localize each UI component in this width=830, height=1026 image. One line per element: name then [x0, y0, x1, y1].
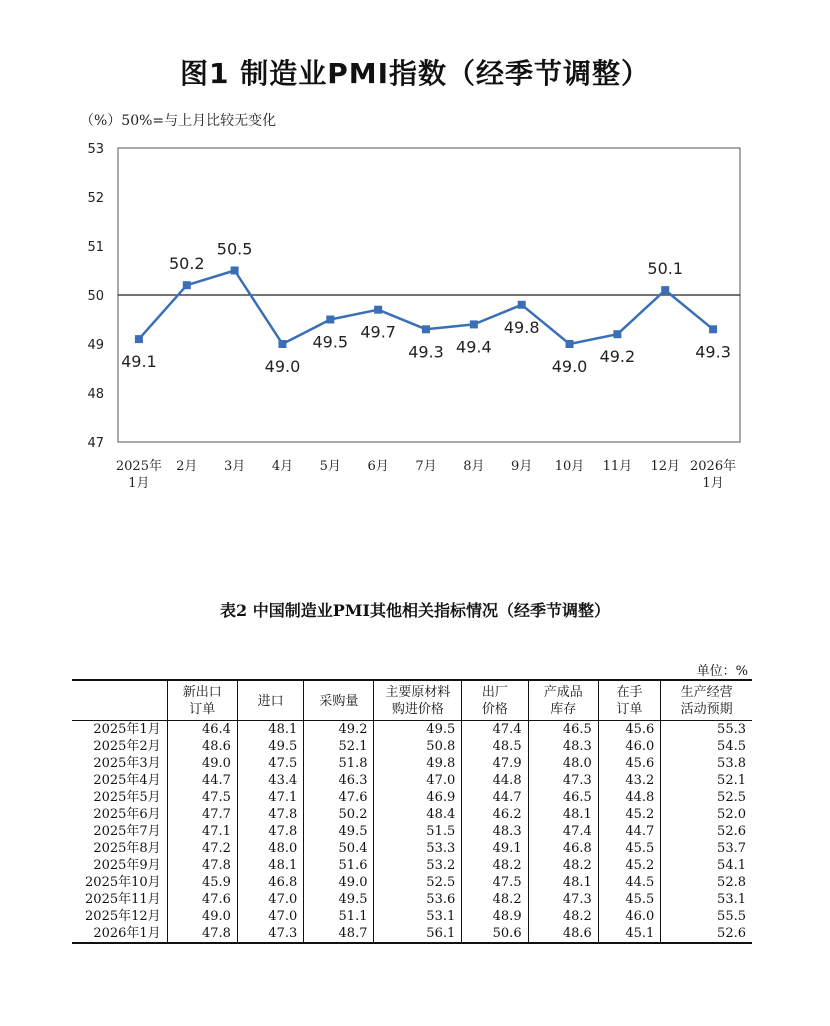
data-point	[709, 325, 717, 333]
table-row	[72, 908, 752, 925]
data-point	[470, 320, 478, 328]
x-tick-label: 2025年 1月	[115, 459, 162, 491]
row-month-cell: 2025年2月	[93, 739, 161, 754]
table-cell: 49.2	[304, 721, 374, 739]
table-cell: 55.5	[661, 908, 752, 925]
table-cell: 49.0	[167, 908, 237, 925]
data-label: 49.0	[264, 357, 301, 376]
row-month-cell: 2025年7月	[93, 824, 161, 839]
table-cell: 45.6	[598, 721, 660, 739]
y-tick-label: 49	[87, 338, 104, 353]
table-cell: 46.3	[304, 772, 374, 789]
table-cell: 44.8	[598, 789, 660, 806]
table-cell: 47.3	[237, 925, 303, 943]
table-cell: 49.0	[167, 755, 237, 772]
y-tick-label: 48	[87, 387, 104, 402]
table-cell: 47.0	[237, 891, 303, 908]
x-tick-label: 11月	[602, 459, 633, 474]
table-cell: 46.0	[598, 908, 660, 925]
y-tick-label: 47	[87, 436, 104, 451]
table-cell: 51.6	[304, 857, 374, 874]
data-point	[613, 330, 621, 338]
table-cell: 47.8	[237, 823, 303, 840]
data-label: 49.4	[456, 337, 492, 357]
table-cell: 48.1	[528, 874, 598, 891]
y-tick-label: 53	[87, 142, 104, 157]
table-cell: 47.4	[528, 823, 598, 840]
data-label: 49.3	[408, 342, 444, 362]
data-point	[661, 286, 669, 294]
table-cell: 49.5	[374, 721, 462, 739]
x-tick-label: 12月	[650, 459, 681, 474]
table-cell: 47.5	[167, 789, 237, 806]
table-cell: 48.5	[462, 738, 528, 755]
table-cell: 53.2	[374, 857, 462, 874]
table-cell: 53.6	[374, 891, 462, 908]
table-cell: 50.6	[462, 925, 528, 943]
data-label: 49.8	[503, 317, 540, 337]
table-cell: 51.8	[304, 755, 374, 772]
row-month-cell: 2025年10月	[85, 875, 161, 890]
table-cell: 48.6	[167, 738, 237, 755]
table-header-cell: 产成品 库存	[528, 680, 598, 721]
table-cell: 47.0	[374, 772, 462, 789]
data-label: 49.3	[695, 342, 731, 362]
table-cell: 48.2	[528, 857, 598, 874]
chart-title: 图1 制造业PMI指数（经季节调整）	[179, 57, 651, 90]
table-cell: 43.2	[598, 772, 660, 789]
table-cell: 47.6	[304, 789, 374, 806]
table-title: 表2 中国制造业PMI其他相关指标情况（经季节调整）	[220, 601, 610, 620]
data-label: 50.1	[647, 259, 684, 279]
data-point	[183, 281, 191, 289]
table-cell: 47.4	[462, 721, 528, 739]
table-row	[72, 925, 752, 943]
table-cell: 48.0	[237, 840, 303, 857]
table-header-cell: 生产经营 活动预期	[661, 680, 752, 721]
table-cell: 47.3	[528, 891, 598, 908]
row-month-cell: 2025年9月	[93, 858, 161, 873]
table-cell: 49.5	[237, 738, 303, 755]
row-month-cell: 2025年12月	[85, 909, 161, 924]
table-cell: 46.2	[462, 806, 528, 823]
pmi-indicators-table	[72, 679, 752, 944]
x-tick-label: 7月	[415, 459, 437, 474]
x-tick-label: 2026年 1月	[690, 459, 737, 491]
table-row	[72, 755, 752, 772]
data-label: 49.0	[551, 357, 588, 376]
table-cell: 47.0	[237, 908, 303, 925]
table-cell: 48.1	[528, 806, 598, 823]
table-header-row	[72, 680, 752, 721]
table-row	[72, 789, 752, 806]
table-cell: 52.6	[661, 823, 752, 840]
table-cell: 52.5	[661, 789, 752, 806]
table-cell: 46.0	[598, 738, 660, 755]
data-point	[135, 335, 143, 343]
data-point	[422, 325, 430, 333]
table-cell: 48.3	[528, 738, 598, 755]
data-label: 50.5	[216, 239, 253, 259]
table-cell: 44.8	[462, 772, 528, 789]
table-row	[72, 806, 752, 823]
table-cell: 52.6	[661, 925, 752, 943]
table-cell: 52.1	[661, 772, 752, 789]
row-month-cell: 2025年11月	[85, 892, 161, 907]
table-header-cell: 新出口 订单	[167, 680, 237, 721]
table-cell: 47.8	[167, 857, 237, 874]
data-point	[231, 267, 239, 275]
row-month-cell: 2025年1月	[93, 722, 161, 737]
table-cell: 52.8	[661, 874, 752, 891]
table-cell: 53.1	[374, 908, 462, 925]
table-header-cell: 出厂 价格	[462, 680, 528, 721]
x-tick-label: 8月	[463, 459, 485, 474]
data-point	[278, 340, 286, 348]
table-cell: 43.4	[237, 772, 303, 789]
table-cell: 48.2	[462, 891, 528, 908]
table-cell: 46.5	[528, 721, 598, 739]
row-month-cell: 2025年8月	[93, 841, 161, 856]
row-month-cell: 2026年1月	[72, 925, 167, 943]
table-body	[72, 721, 752, 944]
table-cell: 53.3	[374, 840, 462, 857]
table-cell: 52.1	[304, 738, 374, 755]
table-cell: 44.7	[167, 772, 237, 789]
table-cell: 49.5	[304, 891, 374, 908]
table-cell: 49.1	[462, 840, 528, 857]
table-cell: 50.2	[304, 806, 374, 823]
table-row	[72, 823, 752, 840]
data-label: 49.1	[121, 352, 157, 372]
table-cell: 46.9	[374, 789, 462, 806]
table-row	[72, 840, 752, 857]
table-cell: 47.9	[462, 755, 528, 772]
table-cell: 45.5	[598, 840, 660, 857]
table-cell: 50.4	[304, 840, 374, 857]
table-cell: 46.4	[167, 721, 237, 739]
table-cell: 53.8	[661, 755, 752, 772]
x-tick-label: 4月	[271, 459, 294, 474]
x-tick-label: 2月	[176, 459, 198, 474]
table-cell: 49.8	[374, 755, 462, 772]
table-cell: 46.8	[528, 840, 598, 857]
table-cell: 49.5	[304, 823, 374, 840]
table-cell: 45.9	[167, 874, 237, 891]
table-cell: 56.1	[374, 925, 462, 943]
table-cell: 47.5	[237, 755, 303, 772]
table-cell: 48.4	[374, 806, 462, 823]
table-cell: 48.1	[237, 857, 303, 874]
table-row	[72, 738, 752, 755]
table-cell: 47.1	[167, 823, 237, 840]
y-tick-label: 52	[87, 191, 104, 206]
table-cell: 45.2	[598, 806, 660, 823]
table-header-cell: 采购量	[304, 680, 374, 721]
table-cell: 44.5	[598, 874, 660, 891]
chart-unit-note: （%）50%=与上月比较无变化	[80, 113, 277, 129]
table-cell: 47.3	[528, 772, 598, 789]
table-cell: 49.0	[304, 874, 374, 891]
table-cell: 46.5	[528, 789, 598, 806]
x-tick-label: 3月	[223, 459, 246, 474]
table-cell: 53.1	[661, 891, 752, 908]
table-cell: 48.6	[528, 925, 598, 943]
data-label: 49.5	[312, 332, 349, 352]
table-unit: 单位：%	[696, 664, 748, 679]
row-month-cell: 2025年4月	[93, 773, 161, 788]
data-point	[566, 340, 574, 348]
table-row	[72, 772, 752, 789]
y-tick-label: 51	[87, 240, 104, 255]
table-cell: 48.3	[462, 823, 528, 840]
data-label: 49.7	[360, 322, 396, 342]
table-cell: 54.5	[661, 738, 752, 755]
table-cell: 47.7	[167, 806, 237, 823]
table-cell: 45.2	[598, 857, 660, 874]
table-header-cell: 主要原材料 购进价格	[374, 680, 462, 721]
x-tick-label: 9月	[511, 459, 533, 474]
table-cell: 46.8	[237, 874, 303, 891]
table-cell: 55.3	[661, 721, 752, 739]
table-header-cell: 进口	[237, 680, 303, 721]
table-cell: 54.1	[661, 857, 752, 874]
table-cell: 44.7	[462, 789, 528, 806]
table-cell: 45.1	[598, 925, 660, 943]
data-point	[518, 301, 526, 309]
row-month-cell: 2025年6月	[93, 807, 161, 822]
table-cell: 48.7	[304, 925, 374, 943]
table-cell: 51.5	[374, 823, 462, 840]
table-cell: 53.7	[661, 840, 752, 857]
x-tick-label: 6月	[367, 459, 389, 474]
table-header-cell	[72, 680, 167, 721]
table-cell: 47.1	[237, 789, 303, 806]
row-month-cell: 2025年5月	[93, 790, 161, 805]
table-cell: 48.0	[528, 755, 598, 772]
table-cell: 52.0	[661, 806, 752, 823]
table-cell: 47.6	[167, 891, 237, 908]
table-header-cell: 在手 订单	[598, 680, 660, 721]
table-cell: 47.2	[167, 840, 237, 857]
table-cell: 44.7	[598, 823, 660, 840]
table-cell: 47.8	[167, 925, 237, 943]
table-cell: 47.5	[462, 874, 528, 891]
x-tick-label: 10月	[554, 459, 585, 474]
table-cell: 48.1	[237, 721, 303, 739]
table-cell: 48.9	[462, 908, 528, 925]
table-cell: 47.8	[237, 806, 303, 823]
data-label: 50.2	[168, 254, 205, 274]
table-cell: 52.5	[374, 874, 462, 891]
table-row	[72, 721, 752, 739]
data-label: 49.2	[599, 347, 636, 367]
table-cell: 45.6	[598, 755, 660, 772]
table-cell: 48.2	[462, 857, 528, 874]
table-cell: 48.2	[528, 908, 598, 925]
table-cell: 50.8	[374, 738, 462, 755]
data-point	[374, 306, 382, 314]
row-month-cell: 2025年3月	[93, 756, 161, 771]
x-tick-label: 5月	[319, 459, 341, 474]
table-cell: 45.5	[598, 891, 660, 908]
pmi-line-chart	[0, 130, 830, 500]
table-row	[72, 874, 752, 891]
data-point	[326, 316, 334, 324]
y-tick-label: 50	[87, 289, 104, 304]
table-row	[72, 891, 752, 908]
table-cell: 51.1	[304, 908, 374, 925]
table-row	[72, 857, 752, 874]
